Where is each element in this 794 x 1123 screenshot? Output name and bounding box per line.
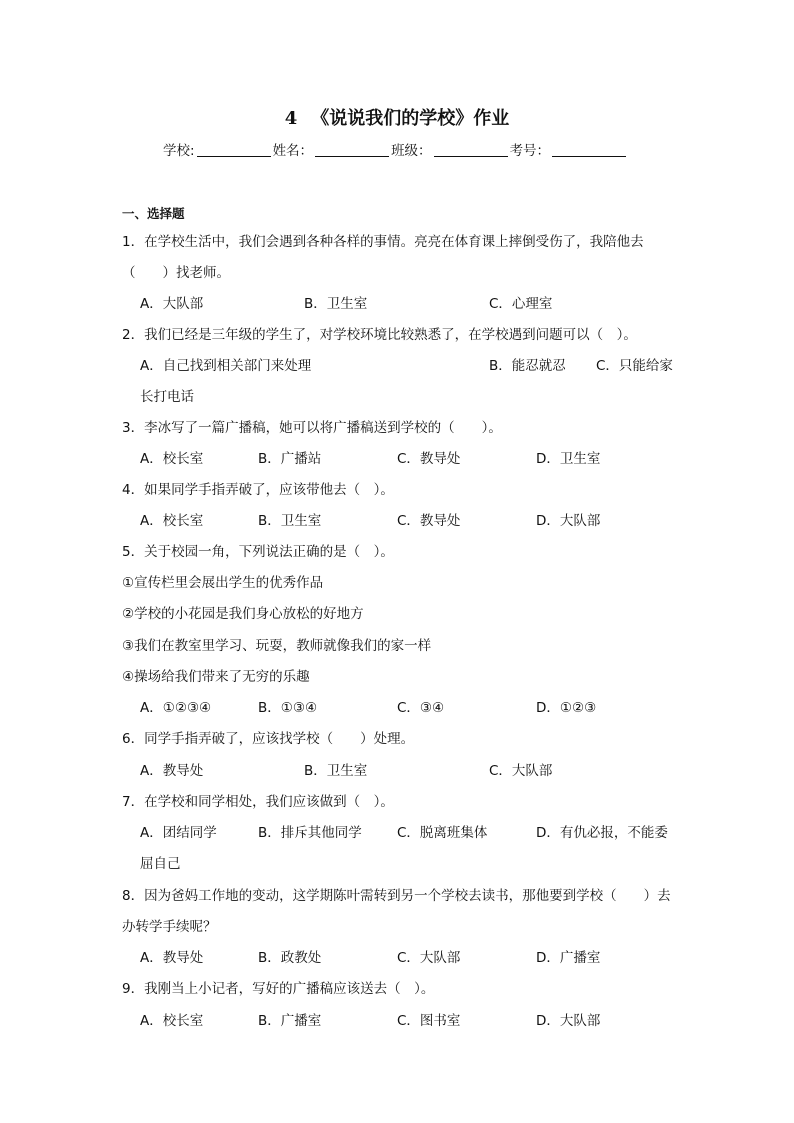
- question-5-statement-3: ③我们在教室里学习、玩耍，教师就像我们的家一样: [122, 638, 432, 654]
- name-blank: [315, 142, 389, 157]
- question-5-option-a: A．①②③④: [140, 700, 212, 716]
- question-8-option-c: C．大队部: [397, 950, 461, 966]
- question-3-option-d: D．卫生室: [536, 451, 601, 467]
- question-1-stem-line-1: 1．在学校生活中，我们会遇到各种各样的事情。亮亮在体育课上摔倒受伤了，我陪他去: [122, 234, 644, 250]
- question-1-option-a: A．大队部: [140, 296, 204, 312]
- student-info-row: [163, 139, 628, 159]
- question-9-option-d: D．大队部: [536, 1013, 601, 1029]
- class-label: 班级：: [391, 143, 432, 159]
- section-title: 一、选择题: [122, 206, 185, 221]
- question-4-option-a: A．校长室: [140, 513, 204, 529]
- question-3-option-a: A．校长室: [140, 451, 204, 467]
- question-1-option-b: B．卫生室: [304, 296, 368, 312]
- question-8-stem-line-2: 办转学手续呢？: [122, 919, 217, 935]
- question-5-stem: 5．关于校园一角，下列说法正确的是（ ）。: [122, 544, 394, 560]
- question-4-option-c: C．教导处: [397, 513, 461, 529]
- question-5-option-b: B．①③④: [258, 700, 318, 716]
- question-6-stem: 6．同学手指弄破了，应该找学校（ ）处理。: [122, 731, 415, 747]
- question-1-stem-line-2: （ ）找老师。: [122, 265, 230, 281]
- page-title: [0, 104, 794, 130]
- name-label: 姓名：: [272, 143, 314, 159]
- question-7-option-c: C．脱离班集体: [397, 825, 488, 841]
- question-8-option-a: A．教导处: [140, 950, 204, 966]
- question-9-option-a: A．校长室: [140, 1013, 204, 1029]
- question-3-option-b: B．广播站: [258, 451, 322, 467]
- question-3-stem: 3．李冰写了一篇广播稿，她可以将广播稿送到学校的（ ）。: [122, 420, 502, 436]
- question-4-option-d: D．大队部: [536, 513, 601, 529]
- question-9-stem: 9．我刚当上小记者，写好的广播稿应该送去（ ）。: [122, 981, 435, 997]
- class-blank: [434, 142, 508, 157]
- question-5-statement-1: ①宣传栏里会展出学生的优秀作品: [122, 575, 324, 591]
- question-2-option-c: C．只能给家: [596, 358, 673, 374]
- question-5-option-d: D．①②③: [536, 700, 597, 716]
- question-8-option-b: B．政教处: [258, 950, 322, 966]
- question-5-option-c: C．③④: [397, 700, 445, 716]
- question-9-option-c: C．图书室: [397, 1013, 461, 1029]
- question-7-option-b: B．排斥其他同学: [258, 825, 362, 841]
- question-4-stem: 4．如果同学手指弄破了，应该带他去（ ）。: [122, 482, 394, 498]
- question-7-option-d: D．有仇必报，不能委: [536, 825, 668, 841]
- question-3-option-c: C．教导处: [397, 451, 461, 467]
- question-5-statement-4: ④操场给我们带来了无穷的乐趣: [122, 669, 310, 685]
- question-4-option-b: B．卫生室: [258, 513, 322, 529]
- question-1-option-c: C．心理室: [489, 296, 553, 312]
- question-7-option-a: A．团结同学: [140, 825, 217, 841]
- question-7-option-d-wrap: 屈自己: [140, 856, 181, 872]
- exam-no-label: 考号：: [509, 143, 551, 159]
- question-2-stem: 2．我们已经是三年级的学生了，对学校环境比较熟悉了，在学校遇到问题可以（ ）。: [122, 327, 637, 343]
- question-7-stem: 7．在学校和同学相处，我们应该做到（ ）。: [122, 794, 394, 810]
- exam-no-blank: [552, 142, 626, 157]
- question-6-option-c: C．大队部: [489, 763, 553, 779]
- question-2-option-c-wrap: 长打电话: [140, 389, 194, 405]
- question-2-option-a: A．自己找到相关部门来处理: [140, 358, 312, 374]
- question-8-option-d: D．广播室: [536, 950, 601, 966]
- question-5-statement-2: ②学校的小花园是我们身心放松的好地方: [122, 606, 364, 622]
- title-text: 《说说我们的学校》作业: [311, 108, 510, 129]
- question-9-option-b: B．广播室: [258, 1013, 322, 1029]
- school-label: 学校:: [163, 143, 195, 159]
- question-2-option-b: B．能忍就忍: [489, 358, 566, 374]
- title-number: 4: [284, 108, 298, 129]
- school-blank: [197, 142, 271, 157]
- question-8-stem-line-1: 8．因为爸妈工作地的变动，这学期陈叶需转到另一个学校去读书，那他要到学校（ ）去: [122, 888, 671, 904]
- question-6-option-a: A．教导处: [140, 763, 204, 779]
- question-6-option-b: B．卫生室: [304, 763, 368, 779]
